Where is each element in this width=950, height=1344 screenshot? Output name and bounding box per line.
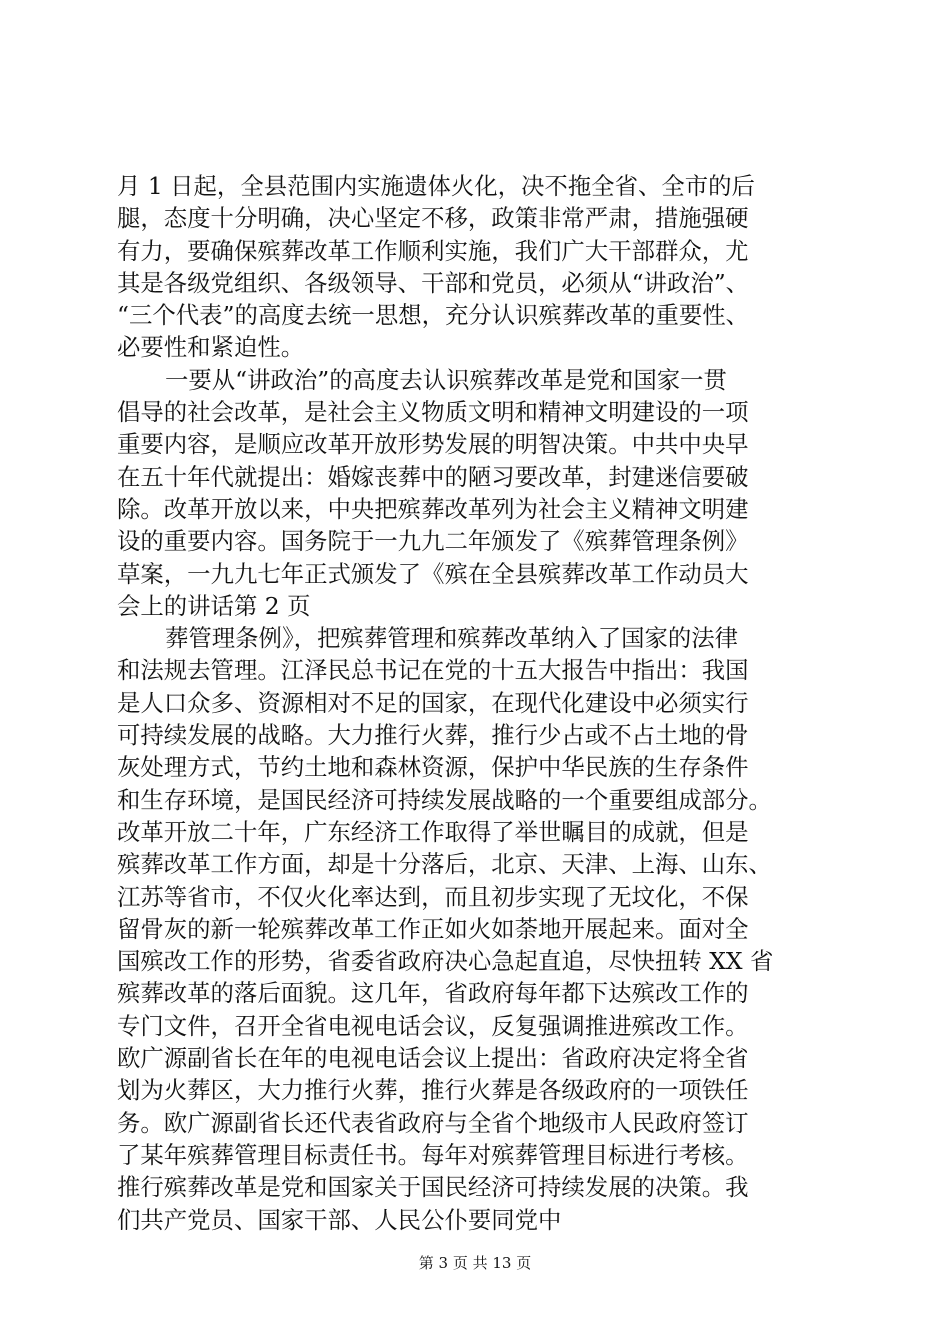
text-line: 除。改革开放以来，中央把殡葬改革列为社会主义精神文明建 [117, 494, 749, 523]
text-line: 是人口众多、资源相对不足的国家，在现代化建设中必须实行 [117, 688, 749, 717]
text-line: 有力，要确保殡葬改革工作顺利实施，我们广大干部群众，尤 [117, 236, 749, 265]
text-line: 推行殡葬改革是党和国家关于国民经济可持续发展的决策。我 [117, 1173, 749, 1202]
text-line: 月 1 日起，全县范围内实施遗体火化，决不拖全省、全市的后 [117, 172, 755, 200]
text-line: 灰处理方式，节约土地和森林资源，保护中华民族的生存条件 [117, 753, 749, 782]
page-footer: 第 3 页 共 13 页 [418, 1254, 532, 1272]
text-line: 一要从“讲政治”的高度去认识殡葬改革是党和国家一贯 [165, 365, 727, 394]
text-line: 葬管理条例》，把殡葬管理和殡葬改革纳入了国家的法律 [165, 624, 739, 653]
text-line: 其是各级党组织、各级领导、干部和党员，必须从“讲政治”、 [117, 268, 750, 297]
text-line: 留骨灰的新一轮殡葬改革工作正如火如荼地开展起来。面对全 [117, 914, 749, 943]
document-body [117, 170, 842, 1236]
text-line: 倡导的社会改革，是社会主义物质文明和精神文明建设的一项 [117, 398, 749, 427]
text-line: 江苏等省市，不仅火化率达到，而且初步实现了无坟化，不保 [117, 882, 749, 911]
text-line: 殡葬改革工作方面，却是十分落后，北京、天津、上海、山东、 [117, 850, 772, 879]
text-line: 腿，态度十分明确，决心坚定不移，政策非常严肃，措施强硬 [117, 204, 749, 233]
text-line: 可持续发展的战略。大力推行火葬，推行少占或不占土地的骨 [117, 721, 749, 750]
text-line: 专门文件，召开全省电视电话会议，反复强调推进殡改工作。 [117, 1011, 749, 1040]
text-line: 设的重要内容。国务院于一九九二年颁发了《殡葬管理条例》 [117, 527, 749, 556]
text-line: 务。欧广源副省长还代表省政府与全省个地级市人民政府签订 [117, 1108, 749, 1137]
text-line: 欧广源副省长在年的电视电话会议上提出：省政府决定将全省 [117, 1044, 749, 1073]
text-line: 们共产党员、国家干部、人民公仆要同党中 [117, 1205, 562, 1234]
text-line: 划为火葬区，大力推行火葬，推行火葬是各级政府的一项铁任 [117, 1076, 749, 1105]
text-line: “三个代表”的高度去统一思想，充分认识殡葬改革的重要性、 [117, 301, 750, 330]
text-line: 必要性和紧迫性。 [117, 333, 305, 362]
text-line: 会上的讲话第 2 页 [117, 591, 311, 620]
text-line: 殡葬改革的落后面貌。这几年，省政府每年都下达殡改工作的 [117, 979, 749, 1008]
text-line: 草案，一九九七年正式颁发了《殡在全县殡葬改革工作动员大 [117, 559, 749, 588]
text-line: 改革开放二十年，广东经济工作取得了举世瞩目的成就，但是 [117, 817, 749, 846]
text-line: 和生存环境，是国民经济可持续发展战略的一个重要组成部分。 [117, 785, 772, 814]
text-line: 重要内容，是顺应改革开放形势发展的明智决策。中共中央早 [117, 430, 749, 459]
text-line: 和法规去管理。江泽民总书记在党的十五大报告中指出：我国 [117, 656, 749, 685]
text-line: 在五十年代就提出：婚嫁丧葬中的陋习要改革，封建迷信要破 [117, 462, 749, 491]
text-line: 了某年殡葬管理目标责任书。每年对殡葬管理目标进行考核。 [117, 1140, 749, 1169]
text-line: 国殡改工作的形势，省委省政府决心急起直追，尽快扭转 XX 省 [117, 947, 774, 976]
